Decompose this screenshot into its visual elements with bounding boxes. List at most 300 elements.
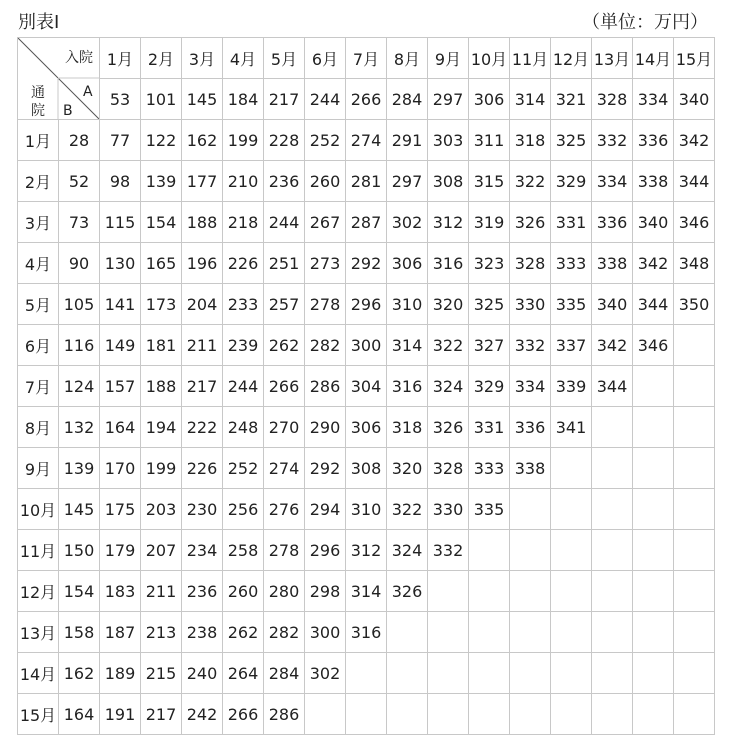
table-cell: 320: [428, 284, 469, 325]
table-cell: 282: [305, 325, 346, 366]
table-cell: 336: [510, 407, 551, 448]
table-cell: 286: [264, 694, 305, 735]
table-cell: 296: [305, 530, 346, 571]
table-cell: 157: [100, 366, 141, 407]
table-cell: 266: [264, 366, 305, 407]
row-a-cell: 217: [264, 79, 305, 120]
table-cell: 236: [182, 571, 223, 612]
table-cell: 270: [264, 407, 305, 448]
table-cell: 98: [100, 161, 141, 202]
table-cell: [592, 694, 633, 735]
table-cell: 338: [633, 161, 674, 202]
table-cell: 228: [264, 120, 305, 161]
table-cell: 242: [182, 694, 223, 735]
table-cell: 257: [264, 284, 305, 325]
row-label: 13月: [18, 612, 59, 653]
table-row: [18, 202, 715, 243]
table-cell: 302: [387, 202, 428, 243]
table-cell: 278: [305, 284, 346, 325]
table-cell: [674, 489, 715, 530]
table-cell: [674, 407, 715, 448]
row-a-cell: 321: [551, 79, 592, 120]
table-cell: [305, 694, 346, 735]
table-cell: 115: [100, 202, 141, 243]
table-cell: 122: [141, 120, 182, 161]
table-cell: 344: [674, 161, 715, 202]
table-cell: 322: [387, 489, 428, 530]
table-cell: [469, 571, 510, 612]
table-cell: [633, 489, 674, 530]
table-cell: 267: [305, 202, 346, 243]
table-cell: 334: [592, 161, 633, 202]
table-cell: 177: [182, 161, 223, 202]
table-cell: 302: [305, 653, 346, 694]
table-cell: 300: [305, 612, 346, 653]
table-cell: 251: [264, 243, 305, 284]
row-a-cell: 244: [305, 79, 346, 120]
table-cell: [674, 530, 715, 571]
table-cell: 252: [223, 448, 264, 489]
table-cell: 315: [469, 161, 510, 202]
table-row: [18, 161, 715, 202]
corner-cell: [18, 38, 100, 120]
table-cell: 306: [346, 407, 387, 448]
table-cell: 188: [141, 366, 182, 407]
table-cell: 322: [428, 325, 469, 366]
table-cell: 189: [100, 653, 141, 694]
table-cell: 222: [182, 407, 223, 448]
table-cell: [551, 448, 592, 489]
table-cell: 328: [510, 243, 551, 284]
table-cell: 306: [387, 243, 428, 284]
table-cell: 130: [100, 243, 141, 284]
table-row: [18, 530, 715, 571]
table-cell: [674, 694, 715, 735]
table-cell: 336: [592, 202, 633, 243]
table-cell: 258: [223, 530, 264, 571]
table-cell: 322: [510, 161, 551, 202]
row-label: 3月: [18, 202, 59, 243]
table-cell: 338: [510, 448, 551, 489]
row-label: 12月: [18, 571, 59, 612]
table-cell: [633, 448, 674, 489]
table-cell: 308: [346, 448, 387, 489]
table-cell: [592, 530, 633, 571]
table-cell: 331: [469, 407, 510, 448]
table-cell: 183: [100, 571, 141, 612]
table-cell: [469, 653, 510, 694]
table-cell: 296: [346, 284, 387, 325]
column-header: 8月: [387, 38, 428, 79]
table-cell: [592, 448, 633, 489]
row-label: 8月: [18, 407, 59, 448]
column-header: 9月: [428, 38, 469, 79]
table-cell: 333: [551, 243, 592, 284]
table-cell: 217: [141, 694, 182, 735]
table-cell: [674, 448, 715, 489]
table-cell: 284: [264, 653, 305, 694]
table-cell: 294: [305, 489, 346, 530]
table-cell: 154: [141, 202, 182, 243]
row-label: 9月: [18, 448, 59, 489]
row-label: 14月: [18, 653, 59, 694]
table-title: 別表Ⅰ: [18, 12, 60, 33]
table-cell: 333: [469, 448, 510, 489]
table-cell: 238: [182, 612, 223, 653]
row-label: 5月: [18, 284, 59, 325]
table-cell: 230: [182, 489, 223, 530]
table-cell: [510, 653, 551, 694]
table-cell: 329: [551, 161, 592, 202]
table-cell: 304: [346, 366, 387, 407]
table-cell: [469, 612, 510, 653]
table-cell: 287: [346, 202, 387, 243]
table-cell: 340: [592, 284, 633, 325]
table-cell: 90: [59, 243, 100, 284]
table-cell: 282: [264, 612, 305, 653]
table-cell: 211: [141, 571, 182, 612]
table-cell: 341: [551, 407, 592, 448]
table-cell: 340: [633, 202, 674, 243]
table-row: [18, 366, 715, 407]
table-cell: [469, 530, 510, 571]
benefit-table: [17, 37, 715, 735]
table-cell: 286: [305, 366, 346, 407]
table-cell: 350: [674, 284, 715, 325]
table-cell: 218: [223, 202, 264, 243]
table-cell: 141: [100, 284, 141, 325]
table-cell: 329: [469, 366, 510, 407]
table-cell: 339: [551, 366, 592, 407]
table-cell: 158: [59, 612, 100, 653]
table-cell: 164: [100, 407, 141, 448]
column-header: 5月: [264, 38, 305, 79]
table-cell: 332: [592, 120, 633, 161]
column-header: 15月: [674, 38, 715, 79]
table-row: [18, 325, 715, 366]
table-cell: [633, 571, 674, 612]
table-cell: [633, 366, 674, 407]
table-cell: [674, 366, 715, 407]
table-cell: 319: [469, 202, 510, 243]
table-cell: 73: [59, 202, 100, 243]
table-cell: 330: [428, 489, 469, 530]
table-cell: 244: [223, 366, 264, 407]
table-cell: 303: [428, 120, 469, 161]
table-cell: 320: [387, 448, 428, 489]
table-cell: 292: [346, 243, 387, 284]
table-cell: [510, 489, 551, 530]
table-cell: 326: [387, 571, 428, 612]
table-row: [18, 243, 715, 284]
table-cell: 312: [346, 530, 387, 571]
table-cell: [551, 612, 592, 653]
row-a-cell: 334: [633, 79, 674, 120]
table-cell: 334: [510, 366, 551, 407]
table-cell: 194: [141, 407, 182, 448]
column-header: 3月: [182, 38, 223, 79]
table-cell: 330: [510, 284, 551, 325]
table-cell: 274: [264, 448, 305, 489]
table-cell: 234: [182, 530, 223, 571]
table-cell: 262: [264, 325, 305, 366]
table-cell: 298: [305, 571, 346, 612]
column-header: 14月: [633, 38, 674, 79]
table-cell: [551, 694, 592, 735]
table-cell: 145: [59, 489, 100, 530]
table-cell: 325: [469, 284, 510, 325]
table-cell: 278: [264, 530, 305, 571]
table-cell: 326: [428, 407, 469, 448]
table-cell: [674, 653, 715, 694]
column-header: 4月: [223, 38, 264, 79]
table-cell: 132: [59, 407, 100, 448]
table-row: [18, 571, 715, 612]
table-cell: 187: [100, 612, 141, 653]
table-cell: 273: [305, 243, 346, 284]
table-cell: 316: [346, 612, 387, 653]
column-header: 12月: [551, 38, 592, 79]
table-cell: 338: [592, 243, 633, 284]
table-cell: 204: [182, 284, 223, 325]
table-cell: 332: [428, 530, 469, 571]
table-cell: 77: [100, 120, 141, 161]
table-cell: 346: [633, 325, 674, 366]
table-cell: 211: [182, 325, 223, 366]
table-cell: 239: [223, 325, 264, 366]
row-a-cell: 328: [592, 79, 633, 120]
table-cell: [674, 325, 715, 366]
b-label: B: [63, 103, 73, 119]
table-cell: 327: [469, 325, 510, 366]
table-cell: 207: [141, 530, 182, 571]
table-cell: 165: [141, 243, 182, 284]
table-cell: 344: [633, 284, 674, 325]
table-cell: 281: [346, 161, 387, 202]
table-cell: 300: [346, 325, 387, 366]
row-label: 11月: [18, 530, 59, 571]
table-cell: 324: [387, 530, 428, 571]
row-a-cell: 101: [141, 79, 182, 120]
row-a-cell: 297: [428, 79, 469, 120]
table-cell: 335: [551, 284, 592, 325]
table-cell: [633, 612, 674, 653]
table-cell: 175: [100, 489, 141, 530]
table-cell: 326: [510, 202, 551, 243]
table-cell: [387, 612, 428, 653]
table-cell: [428, 653, 469, 694]
table-cell: 318: [387, 407, 428, 448]
table-cell: 332: [510, 325, 551, 366]
table-cell: 116: [59, 325, 100, 366]
table-cell: 331: [551, 202, 592, 243]
table-cell: [592, 612, 633, 653]
table-cell: [674, 612, 715, 653]
table-cell: 139: [59, 448, 100, 489]
table-cell: 233: [223, 284, 264, 325]
table-cell: 215: [141, 653, 182, 694]
header-row: [18, 38, 715, 79]
table-cell: [592, 653, 633, 694]
table-cell: 310: [387, 284, 428, 325]
table-cell: 290: [305, 407, 346, 448]
table-cell: 260: [305, 161, 346, 202]
column-header: 6月: [305, 38, 346, 79]
table-cell: 297: [387, 161, 428, 202]
table-cell: 213: [141, 612, 182, 653]
table-cell: 191: [100, 694, 141, 735]
row-a-cell: 284: [387, 79, 428, 120]
table-row: [18, 612, 715, 653]
table-cell: 162: [182, 120, 223, 161]
row-label: 10月: [18, 489, 59, 530]
table-cell: [592, 489, 633, 530]
table-cell: 318: [510, 120, 551, 161]
table-cell: 149: [100, 325, 141, 366]
table-cell: 264: [223, 653, 264, 694]
table-cell: 266: [223, 694, 264, 735]
table-cell: [428, 694, 469, 735]
table-cell: 342: [674, 120, 715, 161]
table-cell: 312: [428, 202, 469, 243]
row-label: 15月: [18, 694, 59, 735]
row-a-cell: 340: [674, 79, 715, 120]
table-cell: 291: [387, 120, 428, 161]
table-cell: 248: [223, 407, 264, 448]
table-cell: 325: [551, 120, 592, 161]
row-a-cell: 145: [182, 79, 223, 120]
table-cell: [510, 571, 551, 612]
table-cell: [633, 530, 674, 571]
table-cell: 342: [592, 325, 633, 366]
table-cell: 276: [264, 489, 305, 530]
table-cell: 314: [346, 571, 387, 612]
row-a-cell: 266: [346, 79, 387, 120]
table-row: [18, 407, 715, 448]
table-cell: [551, 571, 592, 612]
table-cell: 188: [182, 202, 223, 243]
table-cell: 199: [223, 120, 264, 161]
table-cell: 346: [674, 202, 715, 243]
table-cell: 256: [223, 489, 264, 530]
table-cell: 240: [182, 653, 223, 694]
table-cell: [510, 694, 551, 735]
table-cell: 162: [59, 653, 100, 694]
table-cell: 316: [428, 243, 469, 284]
table-cell: 170: [100, 448, 141, 489]
column-header: 13月: [592, 38, 633, 79]
table-cell: [510, 612, 551, 653]
table-cell: 337: [551, 325, 592, 366]
table-cell: 210: [223, 161, 264, 202]
table-cell: [592, 571, 633, 612]
table-cell: 310: [346, 489, 387, 530]
column-header: 10月: [469, 38, 510, 79]
table-cell: 173: [141, 284, 182, 325]
table-cell: 292: [305, 448, 346, 489]
table-cell: 196: [182, 243, 223, 284]
table-cell: 124: [59, 366, 100, 407]
table-cell: 308: [428, 161, 469, 202]
table-cell: 252: [305, 120, 346, 161]
table-row: [18, 653, 715, 694]
table-cell: [551, 530, 592, 571]
table-cell: [633, 694, 674, 735]
inpatient-header: 入院: [65, 50, 93, 66]
table-cell: 316: [387, 366, 428, 407]
table-cell: [387, 694, 428, 735]
table-cell: 217: [182, 366, 223, 407]
table-cell: [510, 530, 551, 571]
column-header: 2月: [141, 38, 182, 79]
table-cell: 336: [633, 120, 674, 161]
table-cell: [428, 571, 469, 612]
table-cell: 335: [469, 489, 510, 530]
outpatient-header: 通院: [31, 85, 45, 119]
table-cell: [551, 653, 592, 694]
table-cell: [551, 489, 592, 530]
table-cell: 344: [592, 366, 633, 407]
table-row: [18, 489, 715, 530]
table-cell: 311: [469, 120, 510, 161]
row-label: 1月: [18, 120, 59, 161]
table-cell: 260: [223, 571, 264, 612]
table-cell: 323: [469, 243, 510, 284]
column-header: 1月: [100, 38, 141, 79]
table-cell: 226: [182, 448, 223, 489]
table-cell: [346, 653, 387, 694]
table-cell: 52: [59, 161, 100, 202]
table-cell: [346, 694, 387, 735]
table-cell: 28: [59, 120, 100, 161]
table-cell: 244: [264, 202, 305, 243]
table-cell: [633, 653, 674, 694]
row-a-cell: 53: [100, 79, 141, 120]
table-cell: 164: [59, 694, 100, 735]
table-cell: [387, 653, 428, 694]
table-cell: 274: [346, 120, 387, 161]
column-header: 7月: [346, 38, 387, 79]
unit-label: （単位：万円）: [582, 12, 708, 33]
row-label: 4月: [18, 243, 59, 284]
table-cell: [469, 694, 510, 735]
table-cell: 328: [428, 448, 469, 489]
table-cell: [428, 612, 469, 653]
table-cell: 314: [387, 325, 428, 366]
table-cell: 199: [141, 448, 182, 489]
row-a-cell: 184: [223, 79, 264, 120]
row-label: 6月: [18, 325, 59, 366]
table-cell: 280: [264, 571, 305, 612]
table-cell: 348: [674, 243, 715, 284]
table-cell: 324: [428, 366, 469, 407]
table-row: [18, 448, 715, 489]
table-cell: 154: [59, 571, 100, 612]
row-label: 2月: [18, 161, 59, 202]
table-cell: 203: [141, 489, 182, 530]
table-cell: 139: [141, 161, 182, 202]
row-a-cell: 306: [469, 79, 510, 120]
table-cell: 181: [141, 325, 182, 366]
row-a-cell: 314: [510, 79, 551, 120]
table-cell: 179: [100, 530, 141, 571]
table-row: [18, 284, 715, 325]
table-cell: 342: [633, 243, 674, 284]
table-cell: 262: [223, 612, 264, 653]
row-label: 7月: [18, 366, 59, 407]
row-a: [18, 79, 715, 120]
table-row: [18, 694, 715, 735]
